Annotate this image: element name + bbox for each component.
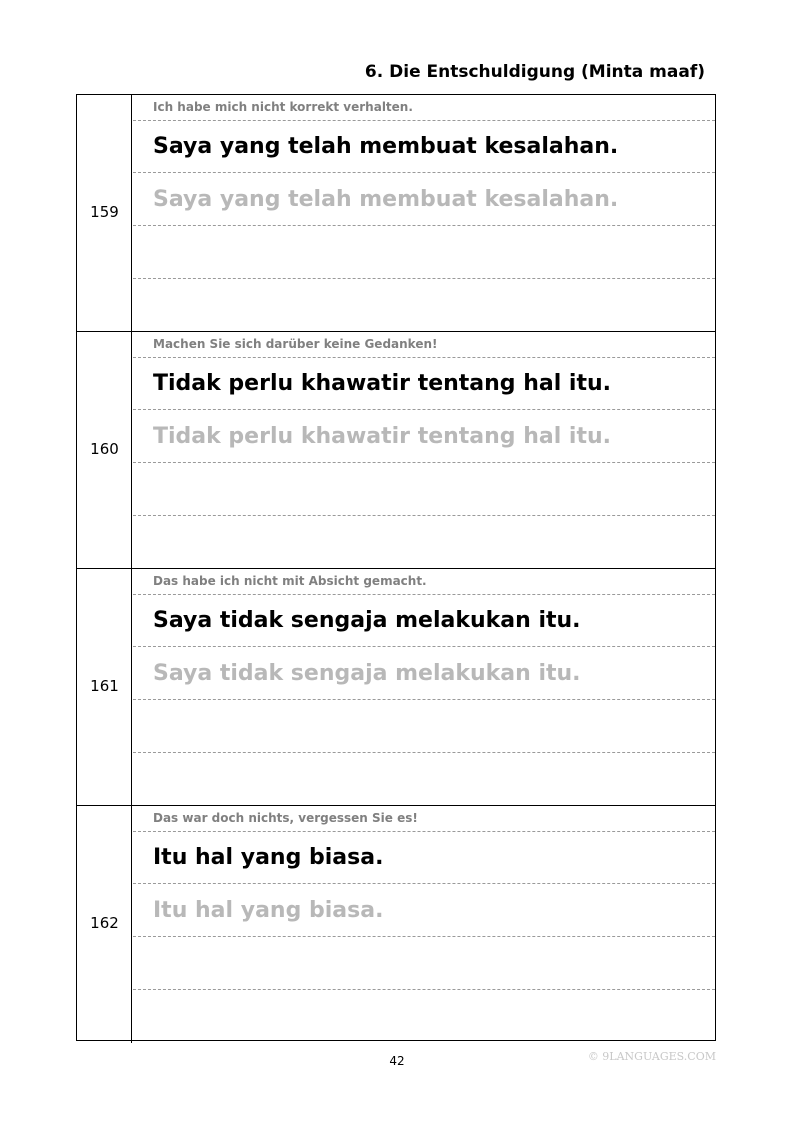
dashed-rule: [133, 699, 715, 700]
german-prompt: Ich habe mich nicht korrekt verhalten.: [153, 100, 413, 114]
indonesian-sentence: Itu hal yang biasa.: [153, 845, 384, 870]
entry-number: 162: [90, 914, 119, 932]
trace-sentence: Itu hal yang biasa.: [153, 898, 384, 923]
indonesian-sentence: Saya yang telah membuat kesalahan.: [153, 134, 619, 159]
page-title: 6. Die Entschuldigung (Minta maaf): [364, 62, 705, 82]
dashed-rule: [133, 172, 715, 173]
german-prompt: Machen Sie sich darüber keine Gedanken!: [153, 337, 438, 351]
practice-table: [76, 94, 716, 1041]
number-column: [77, 332, 132, 568]
dashed-rule: [133, 462, 715, 463]
trace-sentence: Tidak perlu khawatir tentang hal itu.: [153, 424, 612, 449]
practice-entry: [77, 332, 715, 569]
writing-lines: [133, 95, 715, 331]
dashed-rule: [133, 936, 715, 937]
dashed-rule: [133, 989, 715, 990]
writing-lines: [133, 806, 715, 1043]
dashed-rule: [133, 409, 715, 410]
dashed-rule: [133, 225, 715, 226]
indonesian-sentence: Saya tidak sengaja melakukan itu.: [153, 608, 581, 633]
trace-sentence: Saya tidak sengaja melakukan itu.: [153, 661, 581, 686]
dashed-rule: [133, 752, 715, 753]
dashed-rule: [133, 594, 715, 595]
practice-entry: [77, 569, 715, 806]
german-prompt: Das war doch nichts, vergessen Sie es!: [153, 811, 418, 825]
copyright-notice: © 9LANGUAGES.COM: [587, 1050, 716, 1063]
indonesian-sentence: Tidak perlu khawatir tentang hal itu.: [153, 371, 612, 396]
trace-sentence: Saya yang telah membuat kesalahan.: [153, 187, 619, 212]
dashed-rule: [133, 120, 715, 121]
dashed-rule: [133, 278, 715, 279]
dashed-rule: [133, 831, 715, 832]
entry-number: 160: [90, 440, 119, 458]
practice-entry: [77, 95, 715, 332]
german-prompt: Das habe ich nicht mit Absicht gemacht.: [153, 574, 427, 588]
dashed-rule: [133, 515, 715, 516]
writing-lines: [133, 332, 715, 568]
entry-number: 161: [90, 677, 119, 695]
entry-number: 159: [90, 203, 119, 221]
dashed-rule: [133, 357, 715, 358]
number-column: [77, 95, 132, 331]
number-column: [77, 806, 132, 1043]
writing-lines: [133, 569, 715, 805]
dashed-rule: [133, 646, 715, 647]
number-column: [77, 569, 132, 805]
dashed-rule: [133, 883, 715, 884]
practice-entry: [77, 806, 715, 1043]
page-number: 42: [389, 1054, 405, 1068]
